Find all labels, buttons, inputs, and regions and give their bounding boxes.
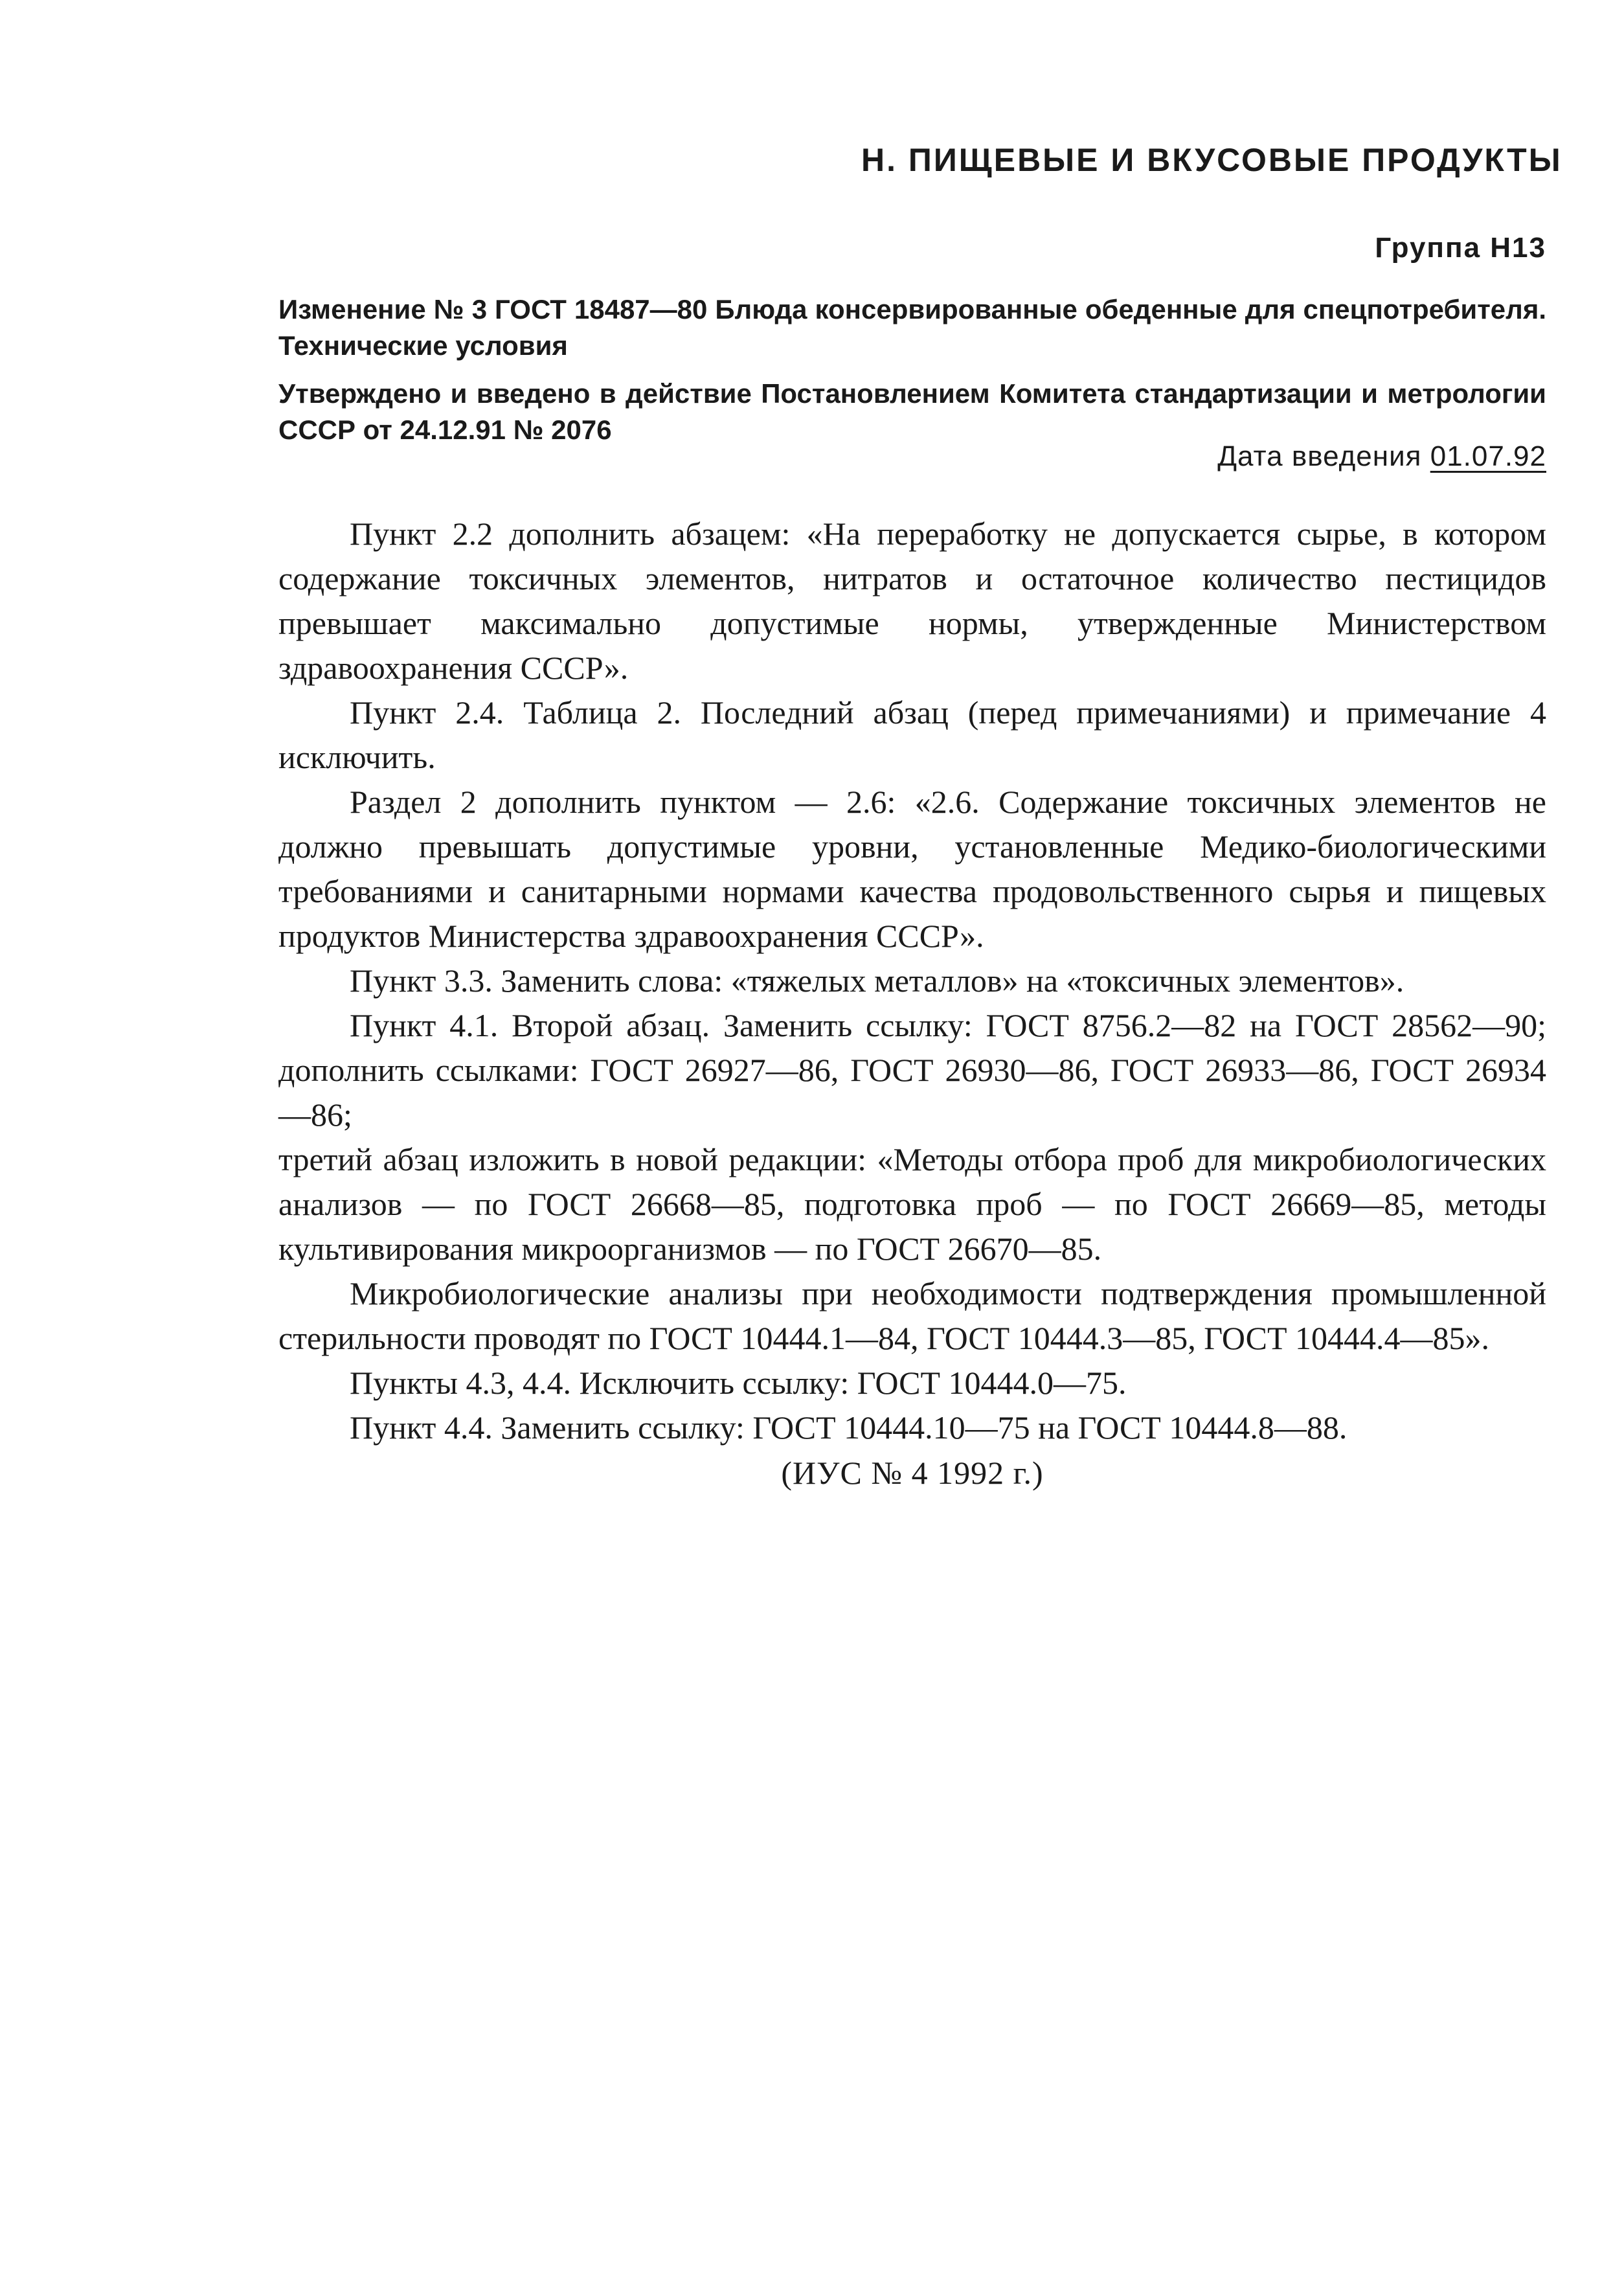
section-title: Н. ПИЩЕВЫЕ И ВКУСОВЫЕ ПРОДУКТЫ <box>861 142 1562 178</box>
paragraph-item-4-1-third: третий абзац изложить в новой редакции: «Методы отбора проб для микробиологических анализов — по ГОСТ 26668—85, подготовка проб — по ГОСТ 26669—85, методы культивирования микроорганизмов — по ГОСТ 26670—85. <box>278 1141 1546 1267</box>
paragraph-items-4-3-4-4: Пункты 4.3, 4.4. Исключить ссылку: ГОСТ 10444.0—75. <box>350 1365 1127 1401</box>
paragraph-item-2-2: Пункт 2.2 дополнить абзацем: «На переработку не допускается сырье, в котором содержание токсичных элементов, нитратов и остаточное количество пестицидов превышает максимально допустимые нормы, утвержденные Министерством здравоохранения СССР». <box>278 516 1546 686</box>
paragraph-section-2: Раздел 2 дополнить пунктом — 2.6: «2.6. Содержание токсичных элементов не должно превышать допустимые уровни, установленные Медико-биологическими требованиями и санитарными нормами качества продовольственного сырья и пищевых продуктов Министерства здравоохранения СССР». <box>278 784 1546 954</box>
paragraph-item-3-3: Пункт 3.3. Заменить слова: «тяжелых металлов» на «токсичных элементов». <box>350 962 1404 999</box>
paragraph-item-4-4: Пункт 4.4. Заменить ссылку: ГОСТ 10444.10—75 на ГОСТ 10444.8—88. <box>350 1409 1348 1446</box>
introduction-date-value: 01.07.92 <box>1430 440 1546 472</box>
paragraph-item-2-4: Пункт 2.4. Таблица 2. Последний абзац (перед примечаниями) и примечание 4 исключить. <box>278 694 1546 775</box>
paragraph-item-4-1: Пункт 4.1. Второй абзац. Заменить ссылку: ГОСТ 8756.2—82 на ГОСТ 28562—90; дополнить ссылками: ГОСТ 26927—86, ГОСТ 26930—86, ГОСТ 26933—86, ГОСТ 26934—86; <box>278 1007 1546 1133</box>
amendment-title: Изменение № 3 ГОСТ 18487—80 Блюда консервированные обеденные для спецпотребителя. Технические условия <box>278 294 1546 361</box>
introduction-date-label: Дата введения <box>1217 440 1422 472</box>
publication-reference: (ИУС № 4 1992 г.) <box>781 1455 1044 1491</box>
introduction-date <box>1101 440 1546 473</box>
paragraph-microbiology: Микробиологические анализы при необходимости подтверждения промышленной стерильности проводят по ГОСТ 10444.1—84, ГОСТ 10444.3—85, ГОСТ 10444.4—85». <box>278 1275 1546 1356</box>
amendment-body <box>278 512 1546 1450</box>
group-code: Группа Н13 <box>1375 232 1546 264</box>
approval-statement: Утверждено и введено в действие Постановлением Комитета стандартизации и метрологии СССР от 24.12.91 № 2076 <box>278 378 1546 445</box>
